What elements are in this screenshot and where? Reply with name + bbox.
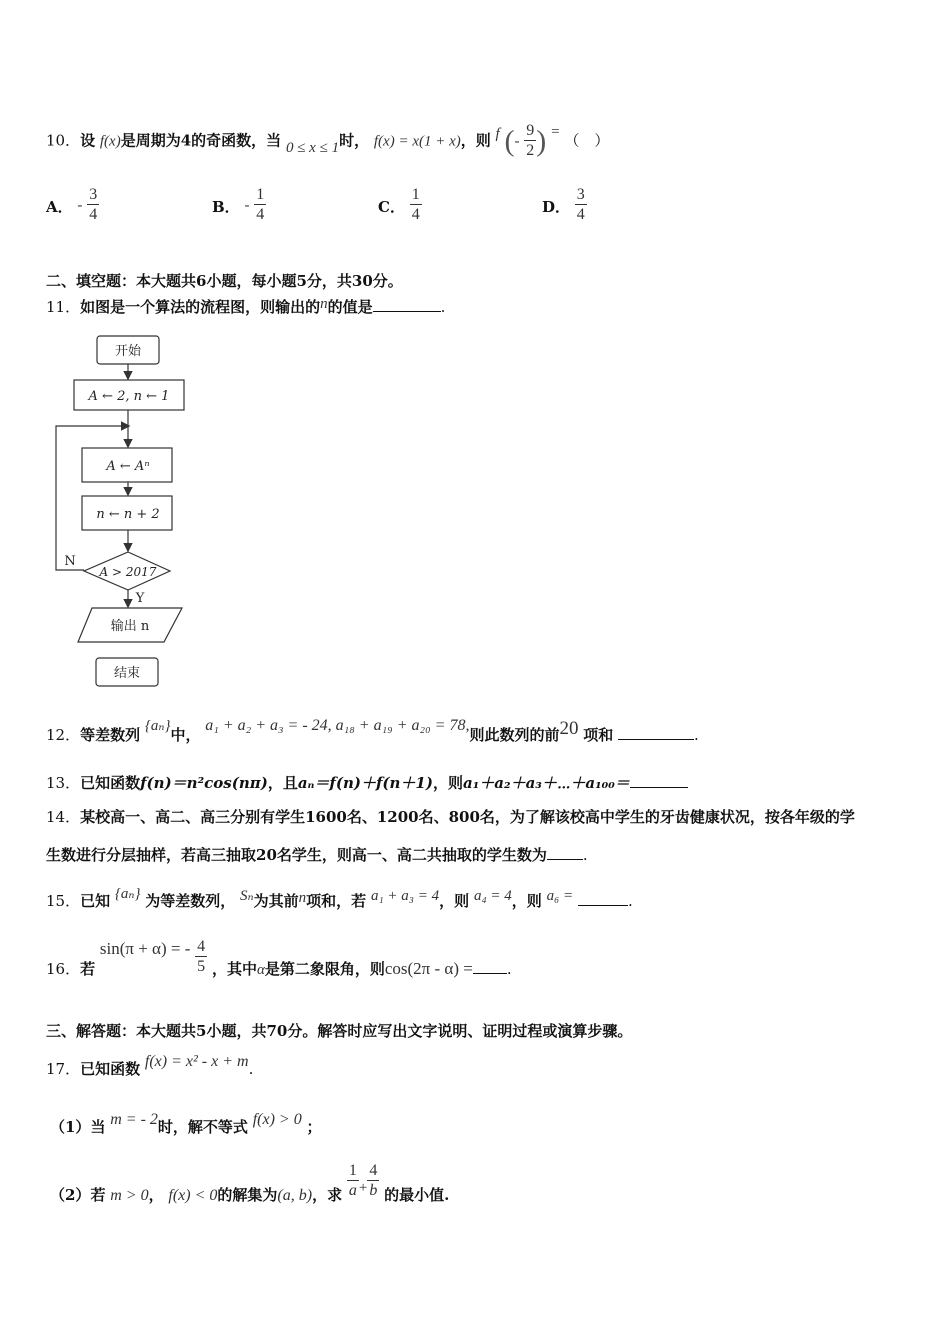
flowchart-step1-label: A ← Aⁿ <box>106 459 150 474</box>
q14-answer-blank[interactable] <box>547 845 583 860</box>
q13-function: f(n)＝n²cos(nπ) <box>140 774 268 792</box>
q16-stem: 16．若 sin(π + α) = - $\frac{4}{5}$ ，其中α是第二象限角，则cos(2π - α) = . <box>46 938 512 978</box>
q10-condition: 0 ≤ x ≤ 1 <box>285 139 340 156</box>
q13-sequence-def: aₙ＝f(n)＋f(n＋1) <box>297 774 433 792</box>
section-3-heading: 三、解答题：本大题共5小题，共70分。解答时应写出文字说明、证明过程或演算步骤。 <box>46 1022 633 1040</box>
flowchart-condition-label: A > 2017 <box>99 565 157 579</box>
flowchart-start-label: 开始 <box>114 344 142 359</box>
q12-answer-blank[interactable] <box>618 725 694 740</box>
q10-option-d[interactable]: D． $\frac{3}{4}$ <box>542 186 585 223</box>
q10-definition: f(x) = x(1 + x) <box>373 133 461 150</box>
q13-answer-blank[interactable] <box>630 773 688 788</box>
flowchart-step2-label: n ← n + 2 <box>96 507 160 522</box>
q10-answer-paren: （ ） <box>564 131 610 150</box>
q10-fraction: $\frac{9}{2}$ <box>526 122 535 159</box>
q14-line2: 生数进行分层抽样，若高三抽取20名学生，则高一、高二共抽取的学生数为 . <box>46 846 588 864</box>
flowchart-output-label: 输出 n <box>110 619 150 634</box>
q14-line1: 14．某校高一、高二、高三分别有学生1600名、1200名、800名，为了解该校高中学生的牙齿健康状况，按各年级的学 <box>46 808 855 826</box>
q15-stem: 15．已知 {aₙ} 为等差数列， Sₙ为其前n项和，若 a₁ + a₃ = 4，则 a₄ = 4，则 a₆ = . <box>46 886 633 910</box>
q17-part1: （1）当 m = - 2时，解不等式 f(x) > 0 ； <box>50 1111 322 1136</box>
q12-stem: 12．等差数列 {aₙ}中， a₁ + a₂ + a₃ = - 24, a₁₈ + a₁₉ + a₂₀ = 78,则此数列的前20 项和 . <box>46 717 699 744</box>
q12-sequence: {aₙ} <box>144 718 171 734</box>
q10-fx: f(x) <box>99 133 121 150</box>
q10-number: 10． <box>46 131 81 150</box>
q17-function: f(x) = x² - x + m <box>144 1053 249 1070</box>
q10-option-b[interactable]: B． - $\frac{1}{4}$ <box>212 186 265 223</box>
q11-stem: 11．如图是一个算法的流程图，则输出的n的值是 . <box>46 296 446 316</box>
q13-stem: 13．已知函数f(n)＝n²cos(nπ)，且aₙ＝f(n)＋f(n＋1)，则a₁＋a₂＋a₃＋⋯＋a₁₀₀＝ <box>46 772 688 793</box>
flowchart-end-label: 结束 <box>113 666 141 681</box>
flowchart-init-label: A ← 2, n ← 1 <box>88 389 170 404</box>
q10-stem: 10．设 f(x)是周期为4的奇函数，当 0 ≤ x ≤ 1时， f(x) = x(1 + x)，则 f (- $\frac{9}{2}$ ) = （ ） <box>46 122 610 159</box>
q15-answer-blank[interactable] <box>578 891 628 906</box>
q13-sum: a₁＋a₂＋a₃＋⋯＋a₁₀₀＝ <box>462 774 630 792</box>
flowchart-yes-label: Y <box>135 591 145 606</box>
algorithm-flowchart <box>52 330 202 690</box>
q10-option-a[interactable]: A． - $\frac{3}{4}$ <box>46 186 98 223</box>
q10-option-c[interactable]: C． $\frac{1}{4}$ <box>378 186 420 223</box>
q17-part2: （2）若 m > 0， f(x) < 0的解集为(a, b)，求 $\frac{1}{a}$ + $\frac{4}{b}$ 的最小值. <box>50 1162 450 1204</box>
section-2-heading: 二、填空题：本大题共6小题，每小题5分，共30分。 <box>46 272 403 290</box>
q11-answer-blank[interactable] <box>373 297 441 312</box>
q16-answer-blank[interactable] <box>473 959 507 974</box>
flowchart-no-label: N <box>64 554 76 569</box>
q17-stem: 17．已知函数 f(x) = x² - x + m. <box>46 1053 254 1078</box>
q12-equation: a₁ + a₂ + a₃ = - 24, a₁₈ + a₁₉ + a₂₀ = 78, <box>205 717 470 734</box>
